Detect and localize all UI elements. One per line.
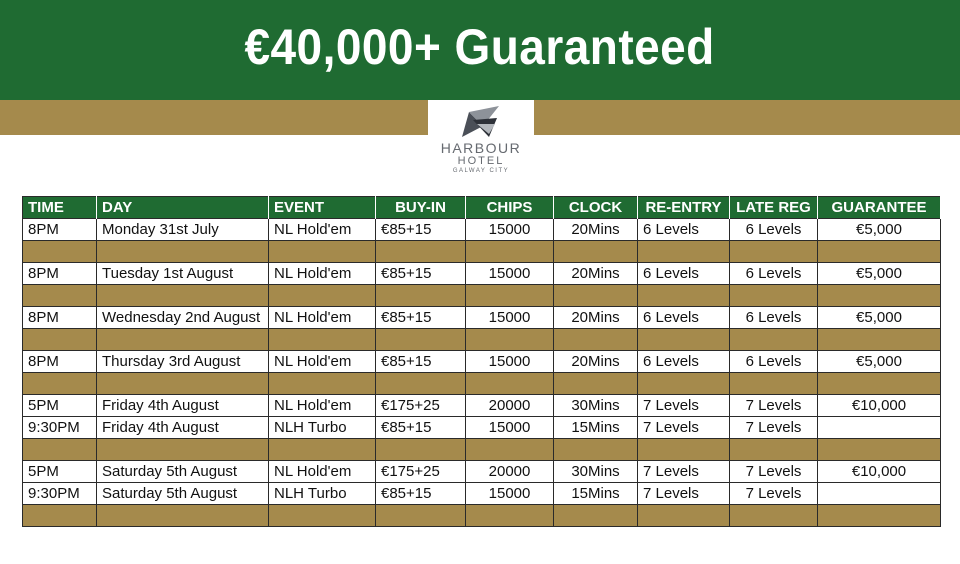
- cell-event: NL Hold'em: [269, 219, 376, 241]
- cell-time: 5PM: [23, 461, 97, 483]
- separator-row: [23, 241, 941, 263]
- separator-cell: [269, 241, 376, 263]
- cell-reentry: 7 Levels: [638, 461, 730, 483]
- separator-row: [23, 329, 941, 351]
- separator-cell: [818, 329, 941, 351]
- logo-name: HARBOUR: [440, 140, 522, 156]
- cell-buyin: €175+25: [376, 395, 466, 417]
- separator-cell: [638, 285, 730, 307]
- cell-guarantee: €5,000: [818, 351, 941, 373]
- separator-cell: [638, 439, 730, 461]
- cell-latereg: 6 Levels: [730, 263, 818, 285]
- cell-time: 8PM: [23, 307, 97, 329]
- cell-guarantee: €10,000: [818, 395, 941, 417]
- cell-buyin: €85+15: [376, 483, 466, 505]
- table-row: [23, 395, 941, 417]
- col-header-time: TIME: [23, 197, 97, 219]
- separator-cell: [376, 505, 466, 527]
- separator-row: [23, 373, 941, 395]
- cell-guarantee: €10,000: [818, 461, 941, 483]
- cell-time: 8PM: [23, 219, 97, 241]
- cell-event: NL Hold'em: [269, 461, 376, 483]
- separator-cell: [466, 373, 554, 395]
- cell-clock: 30Mins: [554, 461, 638, 483]
- separator-cell: [818, 373, 941, 395]
- cell-day: Thursday 3rd August: [97, 351, 269, 373]
- table-row: [23, 461, 941, 483]
- col-header-day: DAY: [97, 197, 269, 219]
- cell-clock: 20Mins: [554, 263, 638, 285]
- separator-cell: [466, 329, 554, 351]
- logo-city: GALWAY CITY: [452, 168, 510, 174]
- cell-guarantee: €5,000: [818, 263, 941, 285]
- cell-buyin: €85+15: [376, 417, 466, 439]
- separator-cell: [23, 285, 97, 307]
- cell-reentry: 6 Levels: [638, 263, 730, 285]
- separator-cell: [466, 241, 554, 263]
- separator-cell: [97, 505, 269, 527]
- table-row: [23, 483, 941, 505]
- col-header-clock: CLOCK: [554, 197, 638, 219]
- cell-buyin: €85+15: [376, 219, 466, 241]
- cell-chips: 20000: [466, 395, 554, 417]
- cell-chips: 15000: [466, 307, 554, 329]
- separator-cell: [376, 329, 466, 351]
- col-header-reentry: RE-ENTRY: [638, 197, 730, 219]
- cell-event: NLH Turbo: [269, 417, 376, 439]
- cell-clock: 15Mins: [554, 483, 638, 505]
- separator-cell: [269, 505, 376, 527]
- separator-cell: [638, 329, 730, 351]
- cell-reentry: 6 Levels: [638, 307, 730, 329]
- separator-cell: [376, 285, 466, 307]
- separator-cell: [818, 439, 941, 461]
- cell-time: 9:30PM: [23, 417, 97, 439]
- separator-cell: [818, 505, 941, 527]
- cell-chips: 15000: [466, 483, 554, 505]
- separator-cell: [554, 329, 638, 351]
- cell-event: NL Hold'em: [269, 351, 376, 373]
- banner-title: €40,000+ Guaranteed: [244, 19, 716, 75]
- separator-cell: [554, 439, 638, 461]
- cell-day: Monday 31st July: [97, 219, 269, 241]
- cell-event: NL Hold'em: [269, 307, 376, 329]
- separator-cell: [466, 285, 554, 307]
- separator-row: [23, 439, 941, 461]
- cell-time: 8PM: [23, 351, 97, 373]
- cell-event: NLH Turbo: [269, 483, 376, 505]
- separator-cell: [269, 439, 376, 461]
- separator-cell: [23, 373, 97, 395]
- col-header-buyin: BUY-IN: [376, 197, 466, 219]
- cell-chips: 15000: [466, 417, 554, 439]
- cell-buyin: €85+15: [376, 307, 466, 329]
- logo-subtitle: HOTEL: [457, 155, 505, 167]
- table-row: [23, 219, 941, 241]
- separator-cell: [23, 505, 97, 527]
- cell-latereg: 7 Levels: [730, 483, 818, 505]
- cell-chips: 15000: [466, 351, 554, 373]
- table-row: [23, 263, 941, 285]
- col-header-latereg: LATE REG: [730, 197, 818, 219]
- cell-clock: 15Mins: [554, 417, 638, 439]
- separator-cell: [269, 329, 376, 351]
- sail-logo-icon: [459, 104, 503, 140]
- separator-cell: [554, 285, 638, 307]
- col-header-chips: CHIPS: [466, 197, 554, 219]
- separator-cell: [638, 241, 730, 263]
- cell-reentry: 6 Levels: [638, 219, 730, 241]
- separator-cell: [23, 439, 97, 461]
- separator-cell: [466, 439, 554, 461]
- cell-guarantee: [818, 417, 941, 439]
- cell-clock: 20Mins: [554, 307, 638, 329]
- cell-day: Friday 4th August: [97, 417, 269, 439]
- cell-time: 5PM: [23, 395, 97, 417]
- separator-cell: [97, 329, 269, 351]
- cell-guarantee: €5,000: [818, 307, 941, 329]
- cell-clock: 30Mins: [554, 395, 638, 417]
- col-header-event: EVENT: [269, 197, 376, 219]
- separator-cell: [730, 439, 818, 461]
- separator-cell: [97, 439, 269, 461]
- separator-cell: [730, 373, 818, 395]
- separator-cell: [23, 241, 97, 263]
- separator-cell: [466, 505, 554, 527]
- cell-event: NL Hold'em: [269, 395, 376, 417]
- separator-cell: [554, 373, 638, 395]
- separator-row: [23, 505, 941, 527]
- separator-cell: [818, 241, 941, 263]
- separator-cell: [376, 439, 466, 461]
- separator-cell: [554, 505, 638, 527]
- separator-cell: [269, 373, 376, 395]
- separator-cell: [730, 241, 818, 263]
- cell-guarantee: €5,000: [818, 219, 941, 241]
- table-row: [23, 417, 941, 439]
- separator-cell: [638, 373, 730, 395]
- cell-buyin: €85+15: [376, 263, 466, 285]
- separator-cell: [23, 329, 97, 351]
- header-row: [23, 197, 941, 219]
- cell-reentry: 7 Levels: [638, 417, 730, 439]
- cell-reentry: 7 Levels: [638, 483, 730, 505]
- cell-buyin: €85+15: [376, 351, 466, 373]
- cell-clock: 20Mins: [554, 219, 638, 241]
- cell-reentry: 7 Levels: [638, 395, 730, 417]
- cell-latereg: 7 Levels: [730, 395, 818, 417]
- gold-stripe-left: [0, 100, 428, 135]
- schedule-table: [22, 196, 941, 527]
- col-header-guarantee: GUARANTEE: [818, 197, 941, 219]
- separator-cell: [269, 285, 376, 307]
- separator-cell: [730, 285, 818, 307]
- cell-reentry: 6 Levels: [638, 351, 730, 373]
- cell-event: NL Hold'em: [269, 263, 376, 285]
- schedule-body: [23, 219, 941, 527]
- separator-cell: [818, 285, 941, 307]
- separator-cell: [97, 241, 269, 263]
- cell-chips: 20000: [466, 461, 554, 483]
- table-row: [23, 307, 941, 329]
- separator-row: [23, 285, 941, 307]
- gold-stripe-right: [534, 100, 960, 135]
- title-banner: [0, 0, 960, 100]
- cell-guarantee: [818, 483, 941, 505]
- cell-chips: 15000: [466, 219, 554, 241]
- cell-day: Saturday 5th August: [97, 461, 269, 483]
- separator-cell: [97, 285, 269, 307]
- cell-clock: 20Mins: [554, 351, 638, 373]
- separator-cell: [376, 241, 466, 263]
- table-row: [23, 351, 941, 373]
- cell-time: 8PM: [23, 263, 97, 285]
- separator-cell: [638, 505, 730, 527]
- cell-latereg: 7 Levels: [730, 417, 818, 439]
- cell-day: Saturday 5th August: [97, 483, 269, 505]
- cell-latereg: 6 Levels: [730, 351, 818, 373]
- separator-cell: [554, 241, 638, 263]
- cell-time: 9:30PM: [23, 483, 97, 505]
- cell-latereg: 7 Levels: [730, 461, 818, 483]
- separator-cell: [730, 505, 818, 527]
- cell-buyin: €175+25: [376, 461, 466, 483]
- separator-cell: [97, 373, 269, 395]
- cell-day: Wednesday 2nd August: [97, 307, 269, 329]
- cell-chips: 15000: [466, 263, 554, 285]
- cell-day: Tuesday 1st August: [97, 263, 269, 285]
- separator-cell: [376, 373, 466, 395]
- cell-day: Friday 4th August: [97, 395, 269, 417]
- cell-latereg: 6 Levels: [730, 219, 818, 241]
- harbour-hotel-logo: [428, 100, 534, 185]
- cell-latereg: 6 Levels: [730, 307, 818, 329]
- separator-cell: [730, 329, 818, 351]
